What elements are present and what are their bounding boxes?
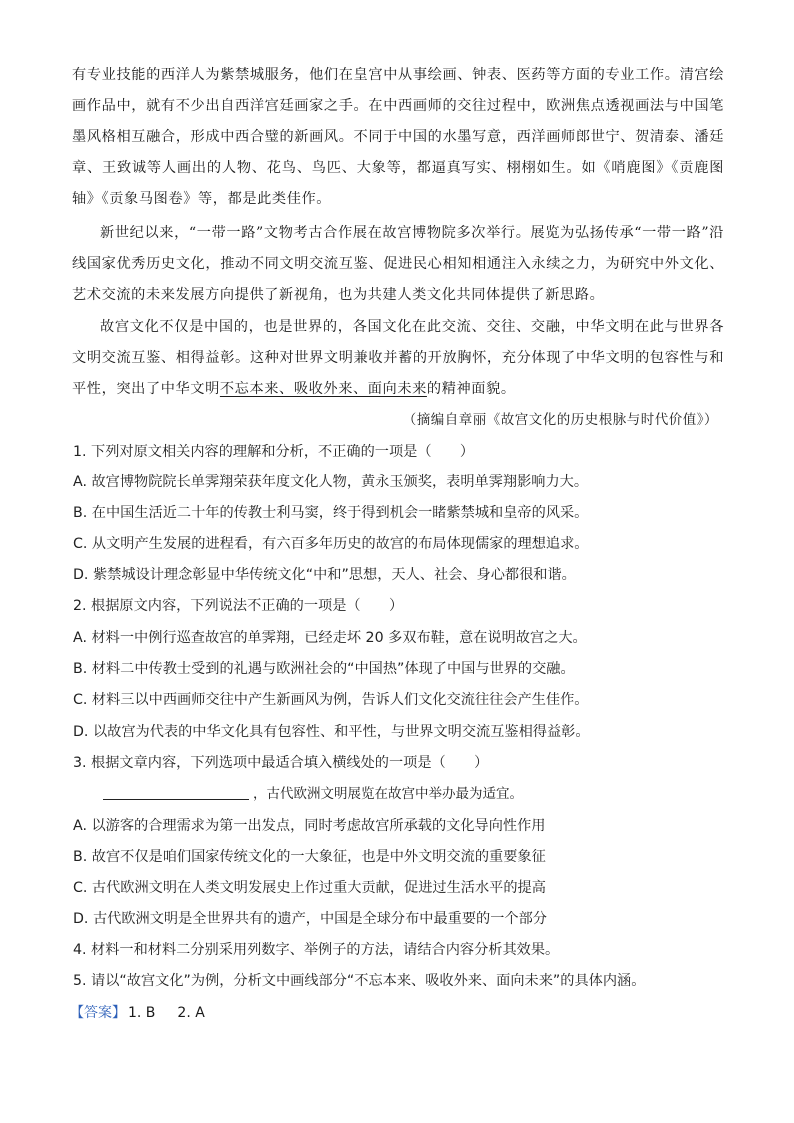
answer-line <box>70 1002 205 1024</box>
question-2-option-c: C. 材料三以中西画师交往中产生新画风为例，告诉人们文化交流往往会产生佳作。 <box>73 692 589 708</box>
passage-paragraph-3 <box>72 312 724 405</box>
question-3-option-b: B. 故宫不仅是咱们国家传统文化的一大象征，也是中外文明交流的重要象征 <box>73 849 546 865</box>
question-3-option-a: A. 以游客的合理需求为第一出发点，同时考虑故宫所承载的文化导向性作用 <box>73 818 546 834</box>
answer-item-2: 2. A <box>177 1005 205 1021</box>
question-2-option-b: B. 材料二中传教士受到的礼遇与欧洲社会的“中国热”体现了中国与世界的交融。 <box>73 661 575 677</box>
passage-source: （摘编自章丽《故宫文化的历史根脉与时代价值》） <box>402 412 718 428</box>
passage-paragraph-2: 新世纪以来，“一带一路”文物考古合作展在故宫博物院多次举行。展览为弘扬传承“一带一路”沿线国家优秀历史文化，推动不同文明交流互鉴、促进民心相知相通注入永续之力，为研究中外文化、艺术交流的未来发展方向提供了新视角，也为共建人类文化共同体提供了新思路。 <box>72 225 724 303</box>
question-3-option-c: C. 古代欧洲文明在人类文明发展史上作过重大贡献，促进过生活水平的提高 <box>73 880 546 896</box>
question-3-stem: 3. 根据文章内容，下列选项中最适合填入横线处的一项是（ ） <box>73 755 489 771</box>
answer-tag: 【答案】 <box>70 1005 126 1021</box>
paragraph-3-text: 故宫文化不仅是中国的，也是世界的，各国文化在此交流、交往、交融，中华文明在此与世界各文明交流互鉴、相得益彰。这种对世界文明兼收并蓄的开放胸怀，充分体现了中华文明的包容性与和平性，突出了中华文明 <box>72 319 724 397</box>
question-2-option-a: A. 材料一中例行巡查故宫的单霁翔，已经走坏 20 多双布鞋，意在说明故宫之大。 <box>73 630 587 646</box>
question-1-stem: 1. 下列对原文相关内容的理解和分析，不正确的一项是（ ） <box>73 444 475 460</box>
question-1-option-b: B. 在中国生活近二十年的传教士利马窦，终于得到机会一睹紫禁城和皇帝的风采。 <box>73 505 589 521</box>
fill-blank-line <box>103 785 249 800</box>
question-3-option-d: D. 古代欧洲文明是全世界共有的遗产，中国是全球分布中最重要的一个部分 <box>73 911 547 927</box>
question-1-option-c: C. 从文明产生发展的进程看，有六百多年历史的故宫的布局体现儒家的理想追求。 <box>73 536 589 552</box>
question-1-option-a: A. 故宫博物院院长单霁翔荣获年度文化人物，黄永玉颁奖，表明单霁翔影响力大。 <box>73 474 589 490</box>
underlined-phrase: 不忘本来、吸收外来、面向未来 <box>219 381 427 397</box>
question-1-option-d: D. 紫禁城设计理念彰显中华传统文化“中和”思想，天人、社会、身心都很和谐。 <box>73 567 576 583</box>
paragraph-3-ending: 的精神面貌。 <box>426 381 516 397</box>
passage-paragraph-1: 有专业技能的西洋人为紫禁城服务，他们在皇宫中从事绘画、钟表、医药等方面的专业工作。清宫绘画作品中，就有不少出自西洋宫廷画家之手。在中西画师的交往过程中，欧洲焦点透视画法与中国笔墨风格相互融合，形成中西合璧的新画风。不同于中国的水墨写意，西洋画师郎世宁、贺清泰、潘廷章、王致诚等人画出的人物、花鸟、鸟匹、大象等，都逼真写实、栩栩如生。如《哨鹿图》《贡鹿图轴》《贡象马图卷》等，都是此类佳作。 <box>72 67 724 207</box>
answer-item-1: 1. B <box>128 1005 156 1021</box>
fill-in-sentence-text: ，古代欧洲文明展览在故宫中举办最为适宜。 <box>253 786 523 802</box>
question-2-option-d: D. 以故宫为代表的中华文化具有包容性、和平性，与世界文明交流互鉴相得益彰。 <box>73 724 590 740</box>
question-5: 5. 请以“故宫文化”为例，分析文中画线部分“不忘本来、吸收外来、面向未来”的具体内涵。 <box>73 973 646 989</box>
question-4: 4. 材料一和材料二分别采用列数字、举例子的方法，请结合内容分析其效果。 <box>73 942 560 958</box>
fill-in-sentence <box>103 783 523 805</box>
question-2-stem: 2. 根据原文内容，下列说法不正确的一项是（ ） <box>73 598 404 614</box>
